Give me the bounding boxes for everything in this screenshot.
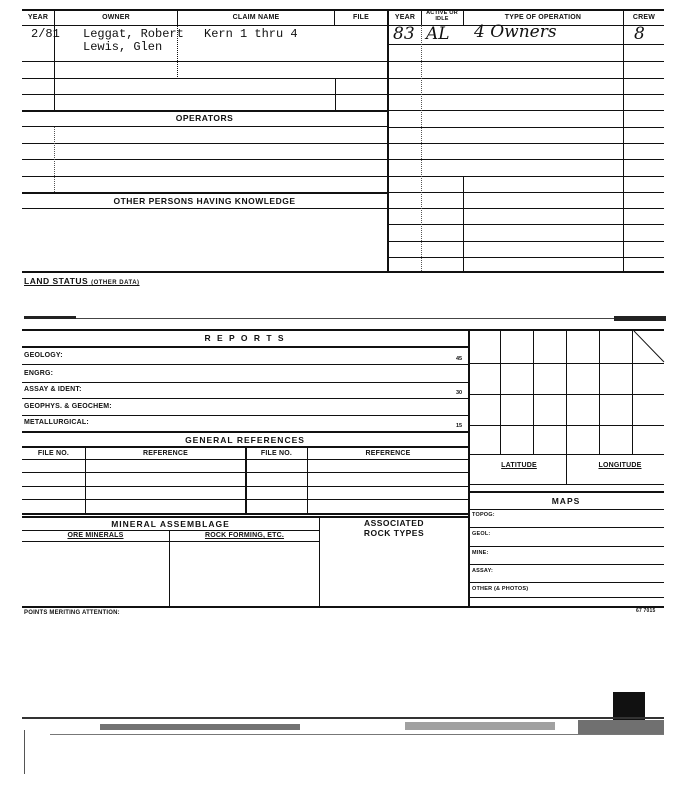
rule (387, 241, 664, 242)
entry-hand-status: AL (426, 24, 450, 44)
rule (387, 257, 664, 258)
rule (468, 564, 664, 565)
ref-reference-header: REFERENCE (143, 450, 188, 457)
report-geophys: GEOPHYS. & GEOCHEM: (24, 403, 112, 410)
rule (22, 9, 664, 11)
report-metallurgical: METALLURGICAL: (24, 419, 89, 426)
land-status-title (24, 276, 140, 286)
other-persons-title: OTHER PERSONS HAVING KNOWLEDGE (113, 196, 296, 206)
points-meriting-label: POINTS MERITING ATTENTION: (24, 610, 120, 616)
rule (468, 454, 664, 455)
rule (76, 318, 616, 319)
rule (22, 94, 387, 95)
rule (468, 597, 664, 598)
rule (22, 329, 664, 331)
col-file-header: FILE (353, 14, 369, 21)
entry-hand-year: 83 (393, 24, 415, 44)
rule (22, 415, 468, 416)
scale-30: 30 (456, 390, 463, 396)
rule (387, 208, 664, 209)
map-mine: MINE: (472, 550, 489, 556)
entry-owner-2: Lewis, Glen (83, 40, 163, 54)
rule (22, 398, 468, 399)
scan-smear (614, 316, 666, 321)
rule (387, 127, 664, 128)
rule (22, 110, 387, 112)
col-crew-header: CREW (632, 14, 656, 21)
scan-noise (100, 724, 300, 730)
scale-15: 15 (456, 423, 463, 429)
rule (387, 78, 664, 79)
divider (307, 447, 308, 513)
entry-owner-1: Leggat, Robert (83, 27, 184, 41)
rule (22, 208, 387, 209)
entry-hand-crew: 8 (634, 24, 645, 44)
entry-year: 2/81 (31, 27, 60, 41)
maps-title: MAPS (551, 496, 581, 506)
divider (54, 127, 55, 192)
scan-line (24, 730, 25, 774)
rule (22, 159, 387, 160)
scan-line (50, 734, 664, 735)
associated-rock-types-1: ASSOCIATED (363, 518, 425, 528)
rule (22, 382, 468, 383)
rule (22, 431, 468, 433)
entry-hand-operation: 4 Owners (474, 22, 557, 42)
rule (468, 425, 664, 426)
rule (387, 44, 664, 45)
map-geol: GEOL: (472, 531, 491, 537)
rule (22, 25, 664, 26)
rule (387, 94, 664, 95)
divider (334, 9, 335, 25)
rule (22, 606, 664, 608)
rule (468, 546, 664, 547)
rule (387, 110, 664, 111)
rule (468, 527, 664, 528)
map-assay: ASSAY: (472, 568, 494, 574)
rule (22, 61, 387, 62)
divider (169, 530, 170, 606)
report-assay: ASSAY & IDENT: (24, 386, 82, 393)
divider (463, 176, 464, 271)
rule (468, 509, 664, 510)
rock-forming-header: ROCK FORMING, ETC. (204, 532, 285, 539)
scan-noise (405, 722, 555, 730)
divider (245, 447, 247, 513)
col-year2-header: YEAR (394, 14, 416, 21)
corner-diagonal (633, 330, 665, 364)
scale-45: 45 (456, 356, 463, 362)
ref-file-no-header: FILE NO. (37, 450, 70, 457)
scan-line (22, 717, 664, 719)
divider (54, 9, 55, 25)
general-references-title: GENERAL REFERENCES (185, 435, 305, 445)
rule (22, 126, 387, 127)
rule (468, 491, 664, 493)
divider (85, 447, 86, 513)
rule (22, 192, 387, 194)
divider (533, 329, 534, 454)
divider (599, 329, 600, 454)
rule (387, 159, 664, 160)
divider (421, 25, 422, 271)
scan-noise (578, 720, 664, 734)
divider (387, 9, 389, 271)
rule (22, 271, 664, 273)
col-active-idle-header: ACTIVE OR IDLE (426, 10, 458, 22)
divider (319, 516, 320, 606)
scan-smear (24, 316, 76, 319)
divider (177, 9, 178, 25)
divider (500, 329, 501, 454)
rule (387, 192, 664, 193)
entry-claim-name: Kern 1 thru 4 (204, 27, 298, 41)
report-geology: GEOLOGY: (24, 352, 63, 359)
rule (387, 176, 664, 177)
rule (22, 530, 319, 531)
divider (623, 9, 624, 271)
report-engrg: ENGRG: (24, 370, 54, 377)
rule (22, 513, 468, 515)
latitude-label: LATITUDE (501, 462, 537, 469)
ref-reference2-header: REFERENCE (365, 450, 411, 457)
rule (22, 176, 387, 177)
associated-rock-types-2: ROCK TYPES (363, 528, 425, 538)
rule (387, 224, 664, 225)
divider (421, 9, 422, 25)
longitude-label: LONGITUDE (598, 462, 642, 469)
land-status-label: LAND STATUS (24, 276, 89, 286)
ore-minerals-header: ORE MINERALS (67, 532, 124, 539)
col-owner-header: OWNER (102, 14, 130, 21)
divider (566, 329, 567, 484)
divider (463, 9, 464, 25)
rule (22, 346, 468, 348)
col-year-header: YEAR (27, 14, 49, 21)
rule (22, 143, 387, 144)
rule (22, 364, 468, 365)
rule (387, 61, 664, 62)
rule (468, 484, 664, 485)
scan-black-square (613, 692, 645, 720)
form-code: 67 7015 (636, 608, 656, 614)
rule (387, 143, 664, 144)
mineral-assemblage-title: MINERAL ASSEMBLAGE (111, 519, 230, 529)
reports-title: R E P O R T S (204, 333, 286, 343)
land-status-note: (OTHER DATA) (91, 280, 140, 286)
rule (22, 541, 319, 542)
rule (468, 582, 664, 583)
map-other: OTHER (& PHOTOS) (472, 586, 529, 592)
operators-title: OPERATORS (175, 113, 234, 123)
col-type-operation-header: TYPE OF OPERATION (504, 14, 582, 21)
rule (468, 394, 664, 395)
map-topog: TOPOG: (472, 512, 495, 518)
rule (22, 78, 387, 79)
col-claim-name-header: CLAIM NAME (232, 14, 280, 21)
ref-file-no2-header: FILE NO. (260, 450, 293, 457)
